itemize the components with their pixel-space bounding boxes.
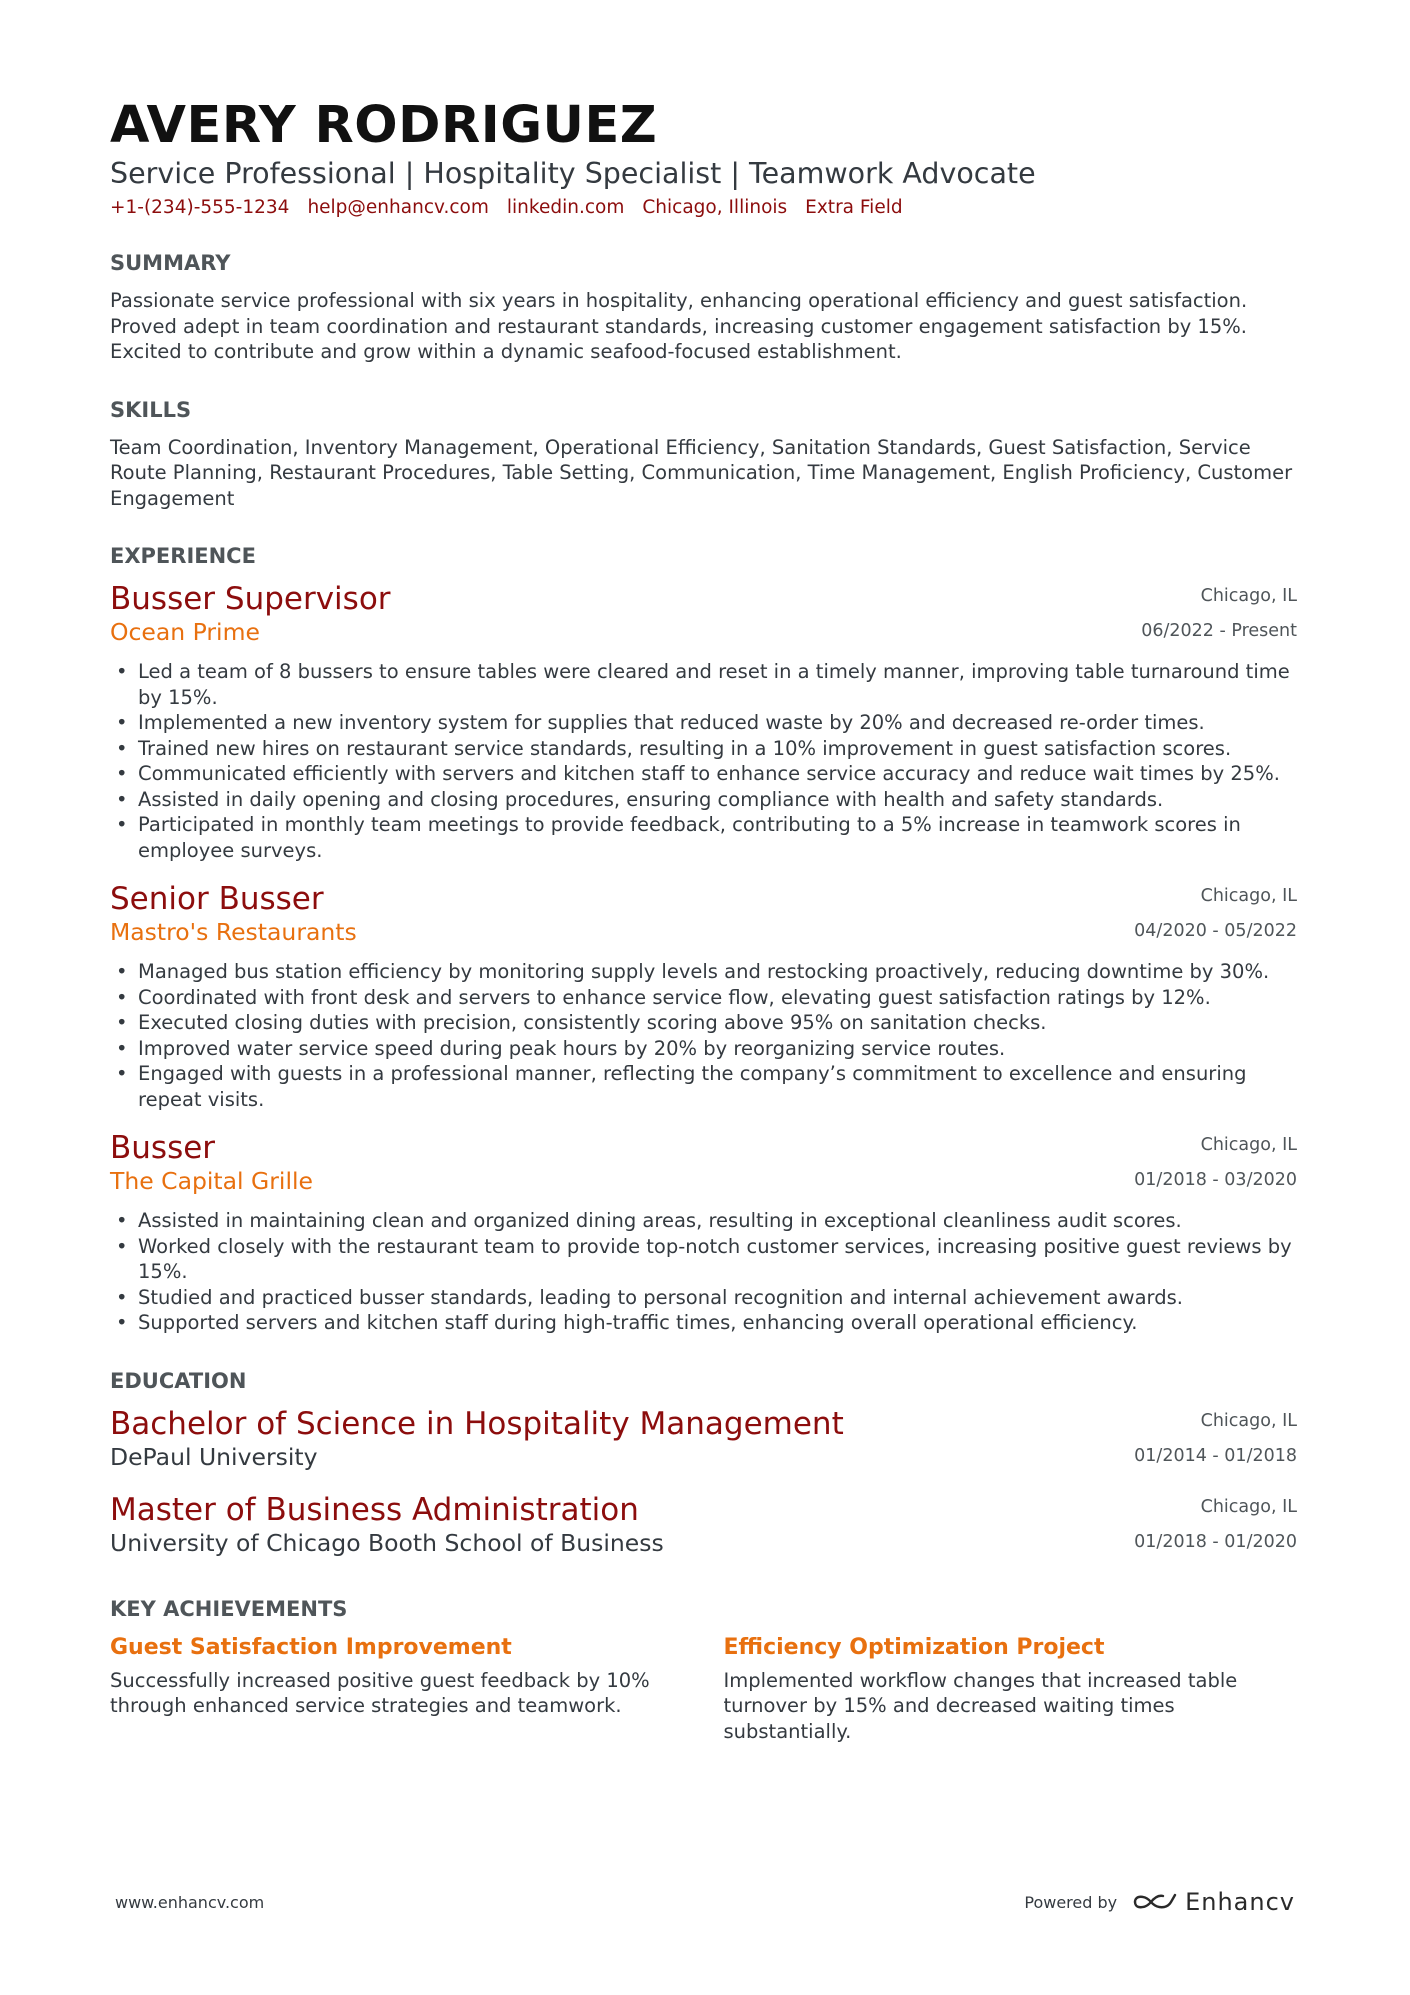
job-location: Chicago, IL [1200, 1135, 1297, 1155]
company-name: The Capital Grille [110, 1167, 313, 1195]
achievement-text: Successfully increased positive guest feedback by 10% through enhanced service strategies and teamwork. [110, 1668, 650, 1717]
bullet-item: • Managed bus station efficiency by monitoring supply levels and restocking proactively, reducing downtime by 30%. [138, 959, 1297, 985]
job-title: Busser [110, 1130, 216, 1166]
achievements-section [110, 1596, 1297, 1745]
job-dates: 01/2018 - 03/2020 [1134, 1170, 1297, 1190]
bullet-item: • Worked closely with the restaurant team to provide top-notch customer services, increasing positive guest reviews by 15%. [138, 1234, 1297, 1285]
bullet-item: • Improved water service speed during peak hours by 20% by reorganizing service routes. [138, 1036, 1297, 1062]
experience-entry [110, 881, 1297, 1112]
experience-section [110, 543, 1297, 1336]
contact-extra-field: Extra Field [805, 197, 903, 218]
entry-header [110, 1406, 1297, 1478]
footer-website-link[interactable]: www.enhancv.com [115, 1892, 265, 1912]
bullet-item: • Coordinated with front desk and servers to enhance service flow, elevating guest satisfaction ratings by 12%. [138, 985, 1297, 1011]
entry-titles [110, 1130, 313, 1196]
candidate-name: AVERY RODRIGUEZ [110, 96, 658, 155]
job-dates: 06/2022 - Present [1141, 621, 1297, 641]
entry-header [110, 1492, 1297, 1564]
achievement-title: Efficiency Optimization Project [723, 1634, 1105, 1660]
contact-linkedin[interactable]: linkedin.com [506, 197, 625, 218]
bullet-item: • Communicated efficiently with servers and kitchen staff to enhance service accuracy and reduce wait times by 25%. [138, 761, 1297, 787]
summary-section [110, 250, 1297, 365]
company-name: Ocean Prime [110, 618, 260, 646]
powered-by-label: Powered by [1024, 1892, 1118, 1912]
contact-bar [110, 196, 1297, 220]
bullet-item: • Engaged with guests in a professional manner, reflecting the company’s commitment to excellence and ensuring repeat visits. [138, 1061, 1297, 1112]
school-name: DePaul University [110, 1442, 318, 1471]
entry-meta [1141, 581, 1297, 653]
education-heading: EDUCATION [110, 1368, 247, 1393]
job-location: Chicago, IL [1200, 886, 1297, 906]
entry-titles [110, 1492, 664, 1558]
achievement-item [724, 1634, 1298, 1745]
entry-meta [1134, 1492, 1297, 1564]
job-bullets [110, 959, 1297, 1112]
entry-header [110, 881, 1297, 953]
entry-header [110, 581, 1297, 653]
bullet-item: • Assisted in maintaining clean and organized dining areas, resulting in exceptional cleanliness audit scores. [138, 1208, 1297, 1234]
achievements-grid [110, 1634, 1297, 1745]
company-name: Mastro's Restaurants [110, 918, 357, 946]
powered-by [1024, 1888, 1295, 1916]
enhancv-logo[interactable] [1131, 1888, 1295, 1916]
bullet-item: • Participated in monthly team meetings to provide feedback, contributing to a 5% increase in teamwork scores in employee surveys. [138, 812, 1297, 863]
experience-heading: EXPERIENCE [110, 544, 256, 568]
achievements-heading: KEY ACHIEVEMENTS [110, 1596, 348, 1621]
entry-meta [1134, 1130, 1297, 1202]
entry-meta [1134, 881, 1297, 953]
school-location: Chicago, IL [1200, 1496, 1297, 1517]
school-dates: 01/2014 - 01/2018 [1134, 1445, 1297, 1466]
job-location: Chicago, IL [1200, 586, 1297, 606]
entry-titles [110, 581, 391, 647]
bullet-item: • Implemented a new inventory system for supplies that reduced waste by 20% and decreased re-order times. [138, 710, 1297, 736]
education-entry [110, 1492, 1297, 1564]
candidate-title: Service Professional | Hospitality Specialist | Teamwork Advocate [110, 157, 1036, 190]
job-title: Senior Busser [110, 881, 324, 917]
school-name: University of Chicago Booth School of Business [110, 1528, 664, 1557]
job-bullets [110, 659, 1297, 863]
summary-text: Passionate service professional with six years in hospitality, enhancing operational efficiency and guest satisfaction. Proved adept in team coordination and restaurant standards, increasing customer engagement satisfaction by 15%. Excited to contribute and grow within a dynamic seafood-focused establishment. [110, 289, 1248, 363]
resume-header [110, 96, 1297, 220]
education-entry [110, 1406, 1297, 1478]
contact-location: Chicago, Illinois [642, 197, 788, 218]
entry-titles [110, 1406, 844, 1472]
page-footer [115, 1888, 1295, 1916]
contact-phone[interactable]: +1-(234)-555-1234 [110, 197, 290, 218]
school-location: Chicago, IL [1200, 1410, 1297, 1431]
experience-entry [110, 1130, 1297, 1336]
summary-heading: SUMMARY [110, 251, 231, 275]
bullet-item: • Executed closing duties with precision, consistently scoring above 95% on sanitation checks. [138, 1010, 1297, 1036]
skills-heading: SKILLS [110, 397, 192, 422]
skills-text: Team Coordination, Inventory Management, Operational Efficiency, Sanitation Standards, Guest Satisfaction, Service Route Planning, Restaurant Procedures, Table Setting, Communication, Time Management, English Proficiency, Customer Engagement [110, 435, 1293, 510]
job-bullets [110, 1208, 1297, 1336]
achievement-text: Implemented workflow changes that increased table turnover by 15% and decreased waiting times substantially. [723, 1668, 1238, 1743]
job-dates: 04/2020 - 05/2022 [1134, 921, 1297, 941]
school-dates: 01/2018 - 01/2020 [1134, 1531, 1297, 1552]
job-title: Busser Supervisor [110, 581, 391, 617]
contact-email[interactable]: help@enhancv.com [307, 197, 489, 218]
bullet-item: • Studied and practiced busser standards, leading to personal recognition and internal achievement awards. [138, 1285, 1297, 1311]
achievement-title: Guest Satisfaction Improvement [110, 1634, 512, 1660]
entry-header [110, 1130, 1297, 1202]
bullet-item: • Supported servers and kitchen staff during high-traffic times, enhancing overall operational efficiency. [138, 1310, 1297, 1336]
degree-title: Bachelor of Science in Hospitality Management [110, 1405, 844, 1442]
bullet-item: • Led a team of 8 bussers to ensure tables were cleared and reset in a timely manner, improving table turnaround time by 15%. [138, 659, 1297, 710]
brand-name: Enhancv [1185, 1888, 1295, 1916]
experience-entry [110, 581, 1297, 863]
entry-titles [110, 881, 357, 947]
education-section [110, 1368, 1297, 1564]
bullet-item: • Assisted in daily opening and closing procedures, ensuring compliance with health and safety standards. [138, 787, 1297, 813]
achievement-item [110, 1634, 684, 1745]
enhancv-infinity-icon [1131, 1890, 1177, 1914]
skills-section [110, 397, 1297, 512]
degree-title: Master of Business Administration [110, 1491, 639, 1528]
bullet-item: • Trained new hires on restaurant service standards, resulting in a 10% improvement in guest satisfaction scores. [138, 736, 1297, 762]
entry-meta [1134, 1406, 1297, 1478]
